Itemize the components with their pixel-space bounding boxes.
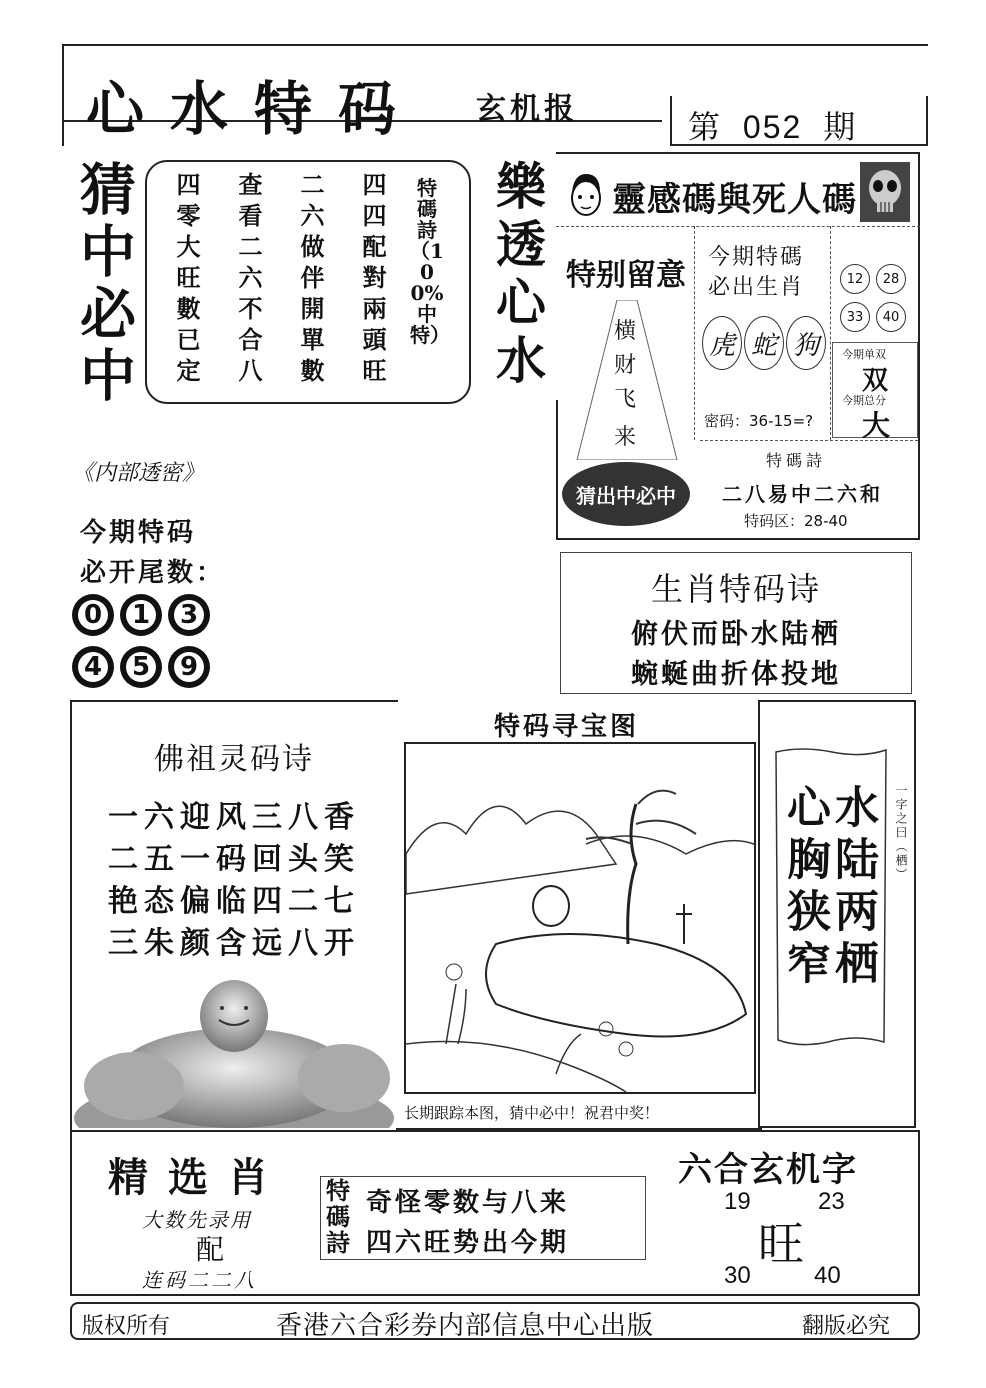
header-subtitle: 玄机报	[476, 92, 578, 127]
formula: 密码：36-15=?	[704, 412, 814, 430]
tail-balls-row-2	[72, 646, 216, 688]
bottom-left-pei: 配	[196, 1233, 225, 1266]
treasure-map-caption: 长期跟踪本图，猜中必中！祝君中奖！	[404, 1104, 660, 1122]
issue-prefix: 第	[688, 109, 723, 145]
heng-cai-3: 飞	[614, 387, 637, 412]
issue-suffix: 期	[823, 109, 858, 145]
ghost-poem: 二八易中二六和	[722, 482, 883, 506]
ghost-divider-v1	[694, 226, 695, 440]
bottom-right-n2: 23	[818, 1188, 845, 1215]
footer-center: 香港六合彩券内部信息中心出版	[276, 1311, 655, 1341]
number-12: 12	[840, 264, 870, 294]
treasure-map-image	[404, 742, 756, 1094]
guess-badge-text: 猜出中必中	[576, 483, 676, 508]
zodiac-tiger-text: 虎	[708, 330, 735, 361]
total-value: 大	[862, 409, 891, 442]
footer-right: 翻版必究	[802, 1314, 891, 1339]
special-notice: 特别留意	[566, 258, 686, 293]
heng-cai-4: 来	[614, 425, 637, 450]
ghost-range: 特码区：28-40	[744, 512, 848, 530]
poem-side-label: 特碼詩（100%中特）	[410, 176, 450, 347]
tail-ball: 0	[72, 594, 114, 636]
boy-face-icon	[566, 170, 606, 218]
right-vertical-slogan: 樂透心水	[488, 160, 547, 392]
buddha-line-4: 三朱颜含远八开	[108, 926, 360, 961]
total-label: 今期总分	[842, 394, 886, 407]
heng-cai-1: 横	[614, 319, 637, 344]
bottom-right-title: 六合玄机字	[678, 1150, 858, 1190]
bottom-mid-line-1: 奇怪零数与八来	[366, 1188, 570, 1218]
buddha-poem-title: 佛祖灵码诗	[154, 742, 314, 777]
zodiac-poem-line-1: 俯伏而卧水陆栖	[631, 619, 841, 650]
odd-even-value: 双	[862, 366, 889, 396]
heng-cai-2: 财	[614, 353, 637, 378]
bottom-right-n1: 19	[724, 1188, 751, 1215]
buddha-line-3: 艳态偏临四二七	[108, 884, 360, 919]
issue-number-box	[670, 96, 928, 146]
zodiac-poem-line-2: 蜿蜒曲折体投地	[631, 659, 841, 690]
bottom-left-title: 精选肖	[108, 1154, 288, 1201]
bottom-right-n4: 40	[814, 1262, 841, 1289]
scroll-column-left: 心胸狭窄	[779, 784, 830, 992]
internal-line-2: 必开尾数：	[80, 558, 226, 588]
internal-line-1: 今期特码	[80, 518, 197, 548]
scroll-column-right: 水陆两栖	[827, 784, 878, 992]
odd-even-label: 今期单双	[842, 348, 886, 361]
header-title: 心水特码	[86, 75, 423, 143]
bottom-mid-line-2: 四六旺势出今期	[366, 1228, 570, 1258]
bottom-left-line-2: 连码二二八	[142, 1268, 257, 1292]
ghost-poem-label: 特碼詩	[766, 451, 827, 470]
number-40: 40	[876, 302, 906, 332]
footer-left: 版权所有	[82, 1314, 171, 1339]
poem-column-2: 查看二六不合八	[234, 172, 263, 389]
treasure-map-title: 特码寻宝图	[494, 712, 640, 742]
tail-ball: 1	[120, 594, 162, 636]
bottom-right-n3: 30	[724, 1262, 751, 1289]
ghost-divider-v2	[830, 226, 831, 440]
tail-ball: 3	[168, 594, 210, 636]
issue-number: 052	[742, 109, 803, 145]
number-28: 28	[876, 264, 906, 294]
scroll-side-note: 一字之曰（栖）	[894, 784, 908, 882]
skull-icon	[860, 162, 910, 222]
zodiac-dog	[786, 316, 826, 370]
buddha-statue-image	[74, 968, 396, 1128]
ghost-divider-h	[556, 226, 920, 227]
left-vertical-slogan: 猜中必中	[71, 160, 137, 408]
zodiac-label-2: 必出生肖	[708, 275, 805, 300]
zodiac-tiger	[702, 316, 742, 370]
bottom-right-char: 旺	[758, 1217, 804, 1271]
zodiac-dog-text: 狗	[792, 330, 819, 361]
buddha-line-1: 一六迎风三八香	[108, 800, 360, 835]
tail-ball: 4	[72, 646, 114, 688]
zodiac-label-1: 今期特碼	[708, 245, 805, 270]
bottom-left-line-1: 大数先录用	[142, 1208, 252, 1232]
guess-badge	[562, 462, 690, 526]
poem-column-3: 二六做伴開單數	[296, 172, 325, 389]
internal-title: 《内部透密》	[72, 461, 205, 486]
tail-balls-row-1	[72, 594, 216, 636]
ghost-panel-left-edge	[556, 400, 558, 540]
zodiac-snake-text: 蛇	[750, 330, 777, 361]
bottom-mid-label: 特碼詩	[326, 1176, 350, 1257]
tail-ball: 5	[120, 646, 162, 688]
poem-column-4: 四四配對兩頭旺	[358, 172, 387, 389]
poem-column-1: 四零大旺數已定	[172, 172, 201, 389]
number-33: 33	[840, 302, 870, 332]
ghost-panel-title: 靈感碼與死人碼	[612, 180, 857, 220]
zodiac-poem-title: 生肖特码诗	[650, 570, 821, 608]
buddha-line-2: 二五一码回头笑	[108, 842, 360, 877]
tail-ball: 9	[168, 646, 210, 688]
zodiac-snake	[744, 316, 784, 370]
